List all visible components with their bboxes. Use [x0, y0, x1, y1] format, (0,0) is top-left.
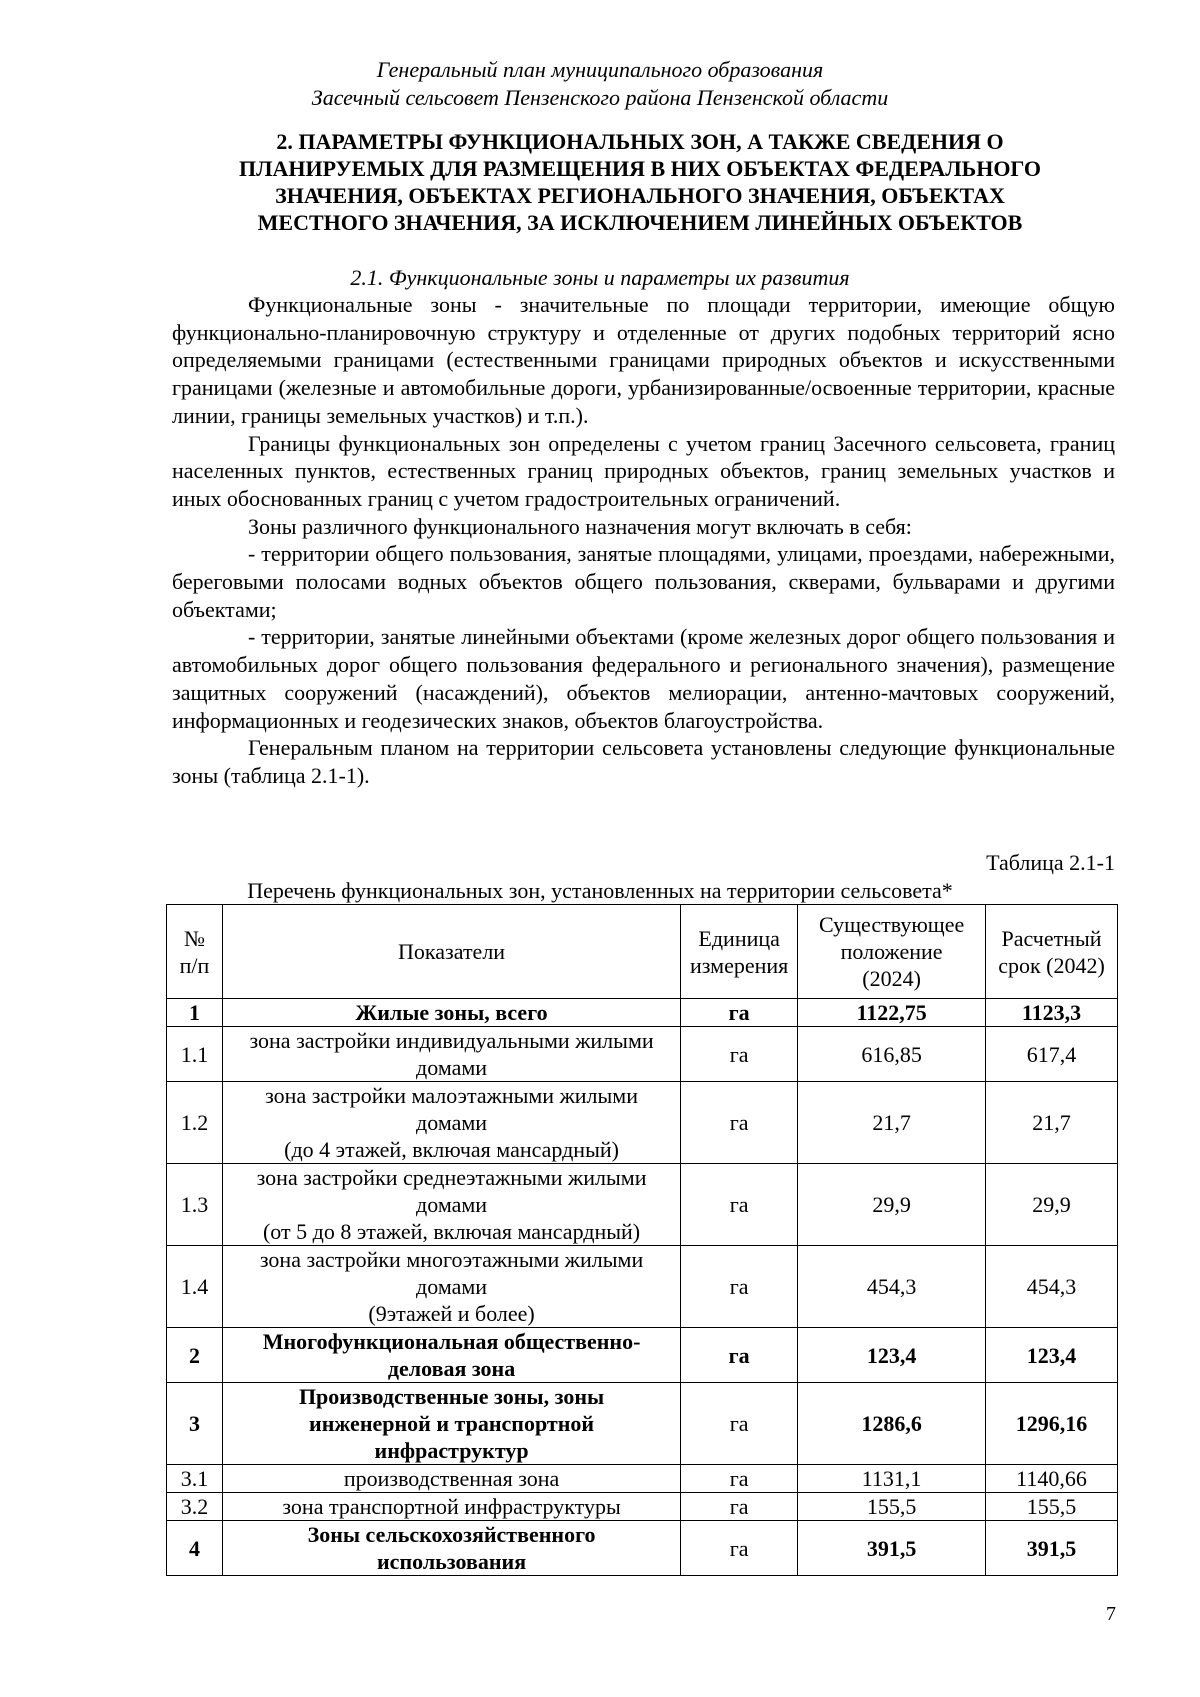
table-row — [167, 999, 1118, 1027]
row-indicator — [222, 1383, 680, 1465]
table-row — [167, 1383, 1118, 1465]
row-existing-value: 1286,6 — [798, 1383, 986, 1465]
table-row — [167, 1465, 1118, 1493]
row-indicator-line: (до 4 этажей, включая мансардный) — [284, 1137, 619, 1162]
row-existing-value: 123,4 — [798, 1328, 986, 1383]
row-indicator-line: (от 5 до 8 этажей, включая мансардный) — [262, 1219, 641, 1244]
row-indicator-line: зона застройки индивидуальными жилыми — [249, 1028, 654, 1053]
body-text — [172, 291, 1115, 790]
chapter-title-line: 2. ПАРАМЕТРЫ ФУНКЦИОНАЛЬНЫХ ЗОН, А ТАКЖЕ СВЕДЕНИЯ О — [276, 129, 1004, 154]
table-number: Таблица 2.1-1 — [986, 850, 1115, 875]
paragraph: Генеральным планом на территории сельсовета установлены следующие функциональные зоны (таблица 2.1-1). — [172, 735, 1115, 788]
row-unit: га — [681, 1521, 798, 1576]
row-indicator — [222, 1164, 680, 1246]
row-indicator-line: Производственные зоны, зоны — [298, 1384, 605, 1409]
section-title: 2.1. Функциональные зоны и параметры их развития — [350, 265, 850, 290]
row-indicator-line: домами — [416, 1274, 488, 1299]
row-indicator-line: домами — [416, 1110, 488, 1135]
row-planned-value: 1140,66 — [986, 1465, 1118, 1493]
chapter-title-line: ПЛАНИРУЕМЫХ ДЛЯ РАЗМЕЩЕНИЯ В НИХ ОБЪЕКТАХ ФЕДЕРАЛЬНОГО — [239, 156, 1041, 181]
row-number: 3.1 — [167, 1465, 223, 1493]
row-unit: га — [681, 999, 798, 1027]
header-existing: Существующее положение (2024) — [798, 905, 986, 999]
page-number: 7 — [1106, 1603, 1116, 1625]
row-planned-value: 155,5 — [986, 1493, 1118, 1521]
row-existing-value: 1122,75 — [798, 999, 986, 1027]
row-indicator-line: инженерной и транспортной — [309, 1411, 595, 1436]
row-indicator-line: Зоны сельскохозяйственного — [307, 1522, 596, 1547]
header-num: № п/п — [167, 905, 223, 999]
row-indicator-line: домами — [416, 1055, 488, 1080]
row-indicator-line: зона транспортной инфраструктуры — [282, 1494, 621, 1519]
row-existing-value: 155,5 — [798, 1493, 986, 1521]
paragraph: Зоны различного функционального назначения могут включать в себя: — [248, 513, 912, 539]
row-indicator-line: Многофункциональная общественно- — [262, 1329, 641, 1354]
table-row — [167, 1328, 1118, 1383]
row-planned-value: 29,9 — [986, 1164, 1118, 1246]
row-number: 1.4 — [167, 1246, 223, 1328]
row-number: 2 — [167, 1328, 223, 1383]
row-planned-value: 1123,3 — [986, 999, 1118, 1027]
chapter-title-line: ЗНАЧЕНИЯ, ОБЪЕКТАХ РЕГИОНАЛЬНОГО ЗНАЧЕНИЯ, ОБЪЕКТАХ — [275, 183, 1005, 208]
paragraph: - территории общего пользования, занятые площадями, улицами, проездами, набережными, береговыми полосами водных объектов общего пользования, скверами, бульварами и другими объектами; — [172, 541, 1115, 622]
paragraph: - территории, занятые линейными объектами (кроме железных дорог общего пользования и автомобильных дорог общего пользования федерального и регионального значения), размещение защитных сооружений (насаждений), объектов мелиорации, антенно-мачтовых сооружений, информационных и геодезических знаков, объектов благоустройства. — [172, 624, 1115, 733]
row-indicator-line: зона застройки многоэтажными жилыми — [259, 1247, 644, 1272]
header-unit: Единица измерения — [681, 905, 798, 999]
row-indicator — [222, 1521, 680, 1576]
row-planned-value: 123,4 — [986, 1328, 1118, 1383]
row-unit: га — [681, 1027, 798, 1082]
row-indicator — [222, 1493, 680, 1521]
running-header — [0, 56, 1200, 112]
row-indicator — [222, 1246, 680, 1328]
row-unit: га — [681, 1383, 798, 1465]
row-unit: га — [681, 1246, 798, 1328]
row-indicator-line: деловая зона — [387, 1356, 516, 1381]
row-unit: га — [681, 1465, 798, 1493]
row-indicator — [222, 1027, 680, 1082]
paragraph: Функциональные зоны - значительные по площади территории, имеющие общую функционально-планировочную структуру и отделенные от других подобных территорий ясно определяемыми границами (естественными границами природных объектов и искусственными границами (железные и автомобильные дороги, урбанизированные/освоенные территории, красные линии, границы земельных участков) и т.п.). — [172, 292, 1115, 428]
row-number: 3.2 — [167, 1493, 223, 1521]
row-indicator — [222, 1082, 680, 1164]
table-row — [167, 1246, 1118, 1328]
header-indicator: Показатели — [222, 905, 680, 999]
row-existing-value: 454,3 — [798, 1246, 986, 1328]
paragraph: Границы функциональных зон определены с учетом границ Засечного сельсовета, границ населенных пунктов, естественных границ природных объектов, границ земельных участков и иных обоснованных границ с учетом градостроительных ограничений. — [172, 430, 1115, 511]
row-number: 1.2 — [167, 1082, 223, 1164]
table-row — [167, 1027, 1118, 1082]
chapter-title-line: МЕСТНОГО ЗНАЧЕНИЯ, ЗА ИСКЛЮЧЕНИЕМ ЛИНЕЙНЫХ ОБЪЕКТОВ — [257, 210, 1023, 235]
row-indicator-line: использования — [377, 1549, 527, 1574]
row-indicator — [222, 999, 680, 1027]
row-indicator-line: зона застройки малоэтажными жилыми — [265, 1083, 638, 1108]
row-indicator-line: инфраструктур — [374, 1438, 529, 1463]
table-row — [167, 1493, 1118, 1521]
row-planned-value: 391,5 — [986, 1521, 1118, 1576]
row-existing-value: 391,5 — [798, 1521, 986, 1576]
row-number: 1.1 — [167, 1027, 223, 1082]
row-planned-value: 454,3 — [986, 1246, 1118, 1328]
row-number: 1 — [167, 999, 223, 1027]
row-planned-value: 21,7 — [986, 1082, 1118, 1164]
chapter-title — [170, 128, 1110, 236]
row-indicator-line: зона застройки среднеэтажными жилыми — [256, 1165, 647, 1190]
row-number: 1.3 — [167, 1164, 223, 1246]
row-indicator-line: Жилые зоны, всего — [355, 1000, 548, 1025]
table-caption: Перечень функциональных зон, установленных на территории сельсовета* — [247, 878, 953, 903]
table-row — [167, 1521, 1118, 1576]
table-row — [167, 1082, 1118, 1164]
row-number: 4 — [167, 1521, 223, 1576]
row-unit: га — [681, 1082, 798, 1164]
row-existing-value: 21,7 — [798, 1082, 986, 1164]
row-existing-value: 29,9 — [798, 1164, 986, 1246]
row-planned-value: 1296,16 — [986, 1383, 1118, 1465]
row-indicator — [222, 1465, 680, 1493]
row-unit: га — [681, 1164, 798, 1246]
row-indicator-line: (9этажей и более) — [368, 1301, 535, 1326]
row-existing-value: 1131,1 — [798, 1465, 986, 1493]
table-header-row — [167, 905, 1118, 999]
table-row — [167, 1164, 1118, 1246]
row-unit: га — [681, 1328, 798, 1383]
functional-zones-table — [166, 904, 1118, 1576]
row-indicator — [222, 1328, 680, 1383]
row-planned-value: 617,4 — [986, 1027, 1118, 1082]
row-existing-value: 616,85 — [798, 1027, 986, 1082]
row-unit: га — [681, 1493, 798, 1521]
running-header-line-2: Засечный сельсовет Пензенского района Пензенской области — [311, 85, 889, 110]
row-indicator-line: производственная зона — [343, 1466, 560, 1491]
row-indicator-line: домами — [416, 1192, 488, 1217]
running-header-line-1: Генеральный план муниципального образования — [376, 57, 824, 82]
header-planned: Расчетный срок (2042) — [986, 905, 1118, 999]
row-number: 3 — [167, 1383, 223, 1465]
